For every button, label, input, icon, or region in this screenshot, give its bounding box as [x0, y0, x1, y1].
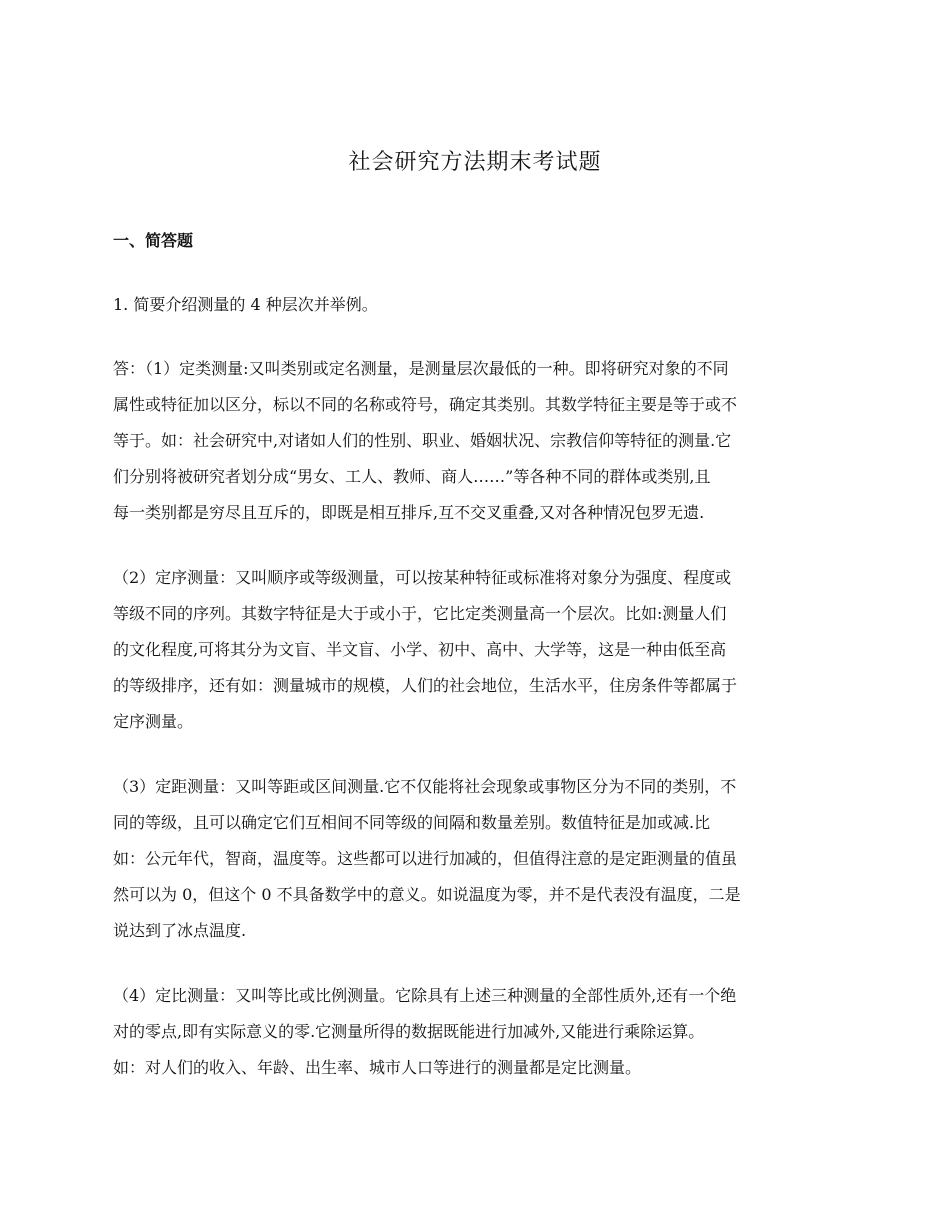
- paragraph-line: 对的零点,即有实际意义的零.它测量所得的数据既能进行加减外,又能进行乘除运算。: [113, 1022, 705, 1041]
- paragraph-line: 定序测量。: [113, 712, 194, 731]
- paragraph-line: 然可以为 0，但这个 0 不具备数学中的意义。如说温度为零，并不是代表没有温度，二是: [113, 885, 741, 904]
- paragraph-line: （4）定比测量：又叫等比或比例测量。它除具有上述三种测量的全部性质外,还有一个绝: [113, 986, 737, 1005]
- paragraph-line: 的文化程度,可将其分为文盲、半文盲、小学、初中、高中、大学等，这是一种由低至高: [113, 640, 727, 659]
- paragraph-line: （3）定距测量：又叫等距或区间测量.它不仅能将社会现象或事物区分为不同的类别，不: [113, 777, 737, 796]
- paragraph-line: 等级不同的序列。其数字特征是大于或小于，它比定类测量高一个层次。比如:测量人们: [113, 604, 727, 623]
- paragraph-line: 的等级排序，还有如：测量城市的规模，人们的社会地位，生活水平，住房条件等都属于: [113, 676, 738, 695]
- paragraph-line: 答：（1）定类测量:又叫类别或定名测量，是测量层次最低的一种。即将研究对象的不同: [113, 359, 729, 378]
- paragraph-line: 等于。如：社会研究中,对诸如人们的性别、职业、婚姻状况、宗教信仰等特征的测量.它: [113, 431, 732, 450]
- paragraph-line: 说达到了冰点温度.: [113, 921, 247, 940]
- document-title: 社会研究方法期末考试题: [348, 150, 602, 175]
- paragraph-line: 属性或特征加以区分，标以不同的名称或符号，确定其类别。其数学特征主要是等于或不: [113, 395, 738, 414]
- paragraph-line: 每一类别都是穷尽且互斥的，即既是相互排斥,互不交叉重叠,又对各种情况包罗无遗.: [113, 503, 705, 522]
- paragraph-line: 同的等级，且可以确定它们互相间不同等级的间隔和数量差别。数值特征是加或减.比: [113, 813, 711, 832]
- answer-paragraph-4: [113, 978, 840, 1086]
- paragraph-line: （2）定序测量：又叫顺序或等级测量，可以按某种特征或标准将对象分为强度、程度或: [113, 568, 732, 587]
- answer-paragraph-3: [113, 769, 840, 949]
- answer-paragraph-1: [113, 351, 840, 531]
- paragraph-line: 们分别将被研究者划分成“男女、工人、教师、商人……”等各种不同的群体或类别,且: [113, 467, 711, 486]
- paragraph-line: 如：对人们的收入、年龄、出生率、城市人口等进行的测量都是定比测量。: [113, 1058, 642, 1077]
- paragraph-line: 如：公元年代，智商，温度等。这些都可以进行加减的，但值得注意的是定距测量的值虽: [113, 849, 738, 868]
- section-heading: 一、简答题: [113, 231, 194, 250]
- answer-paragraph-2: [113, 560, 840, 740]
- question-text: 1. 简要介绍测量的 4 种层次并举例。: [113, 295, 378, 314]
